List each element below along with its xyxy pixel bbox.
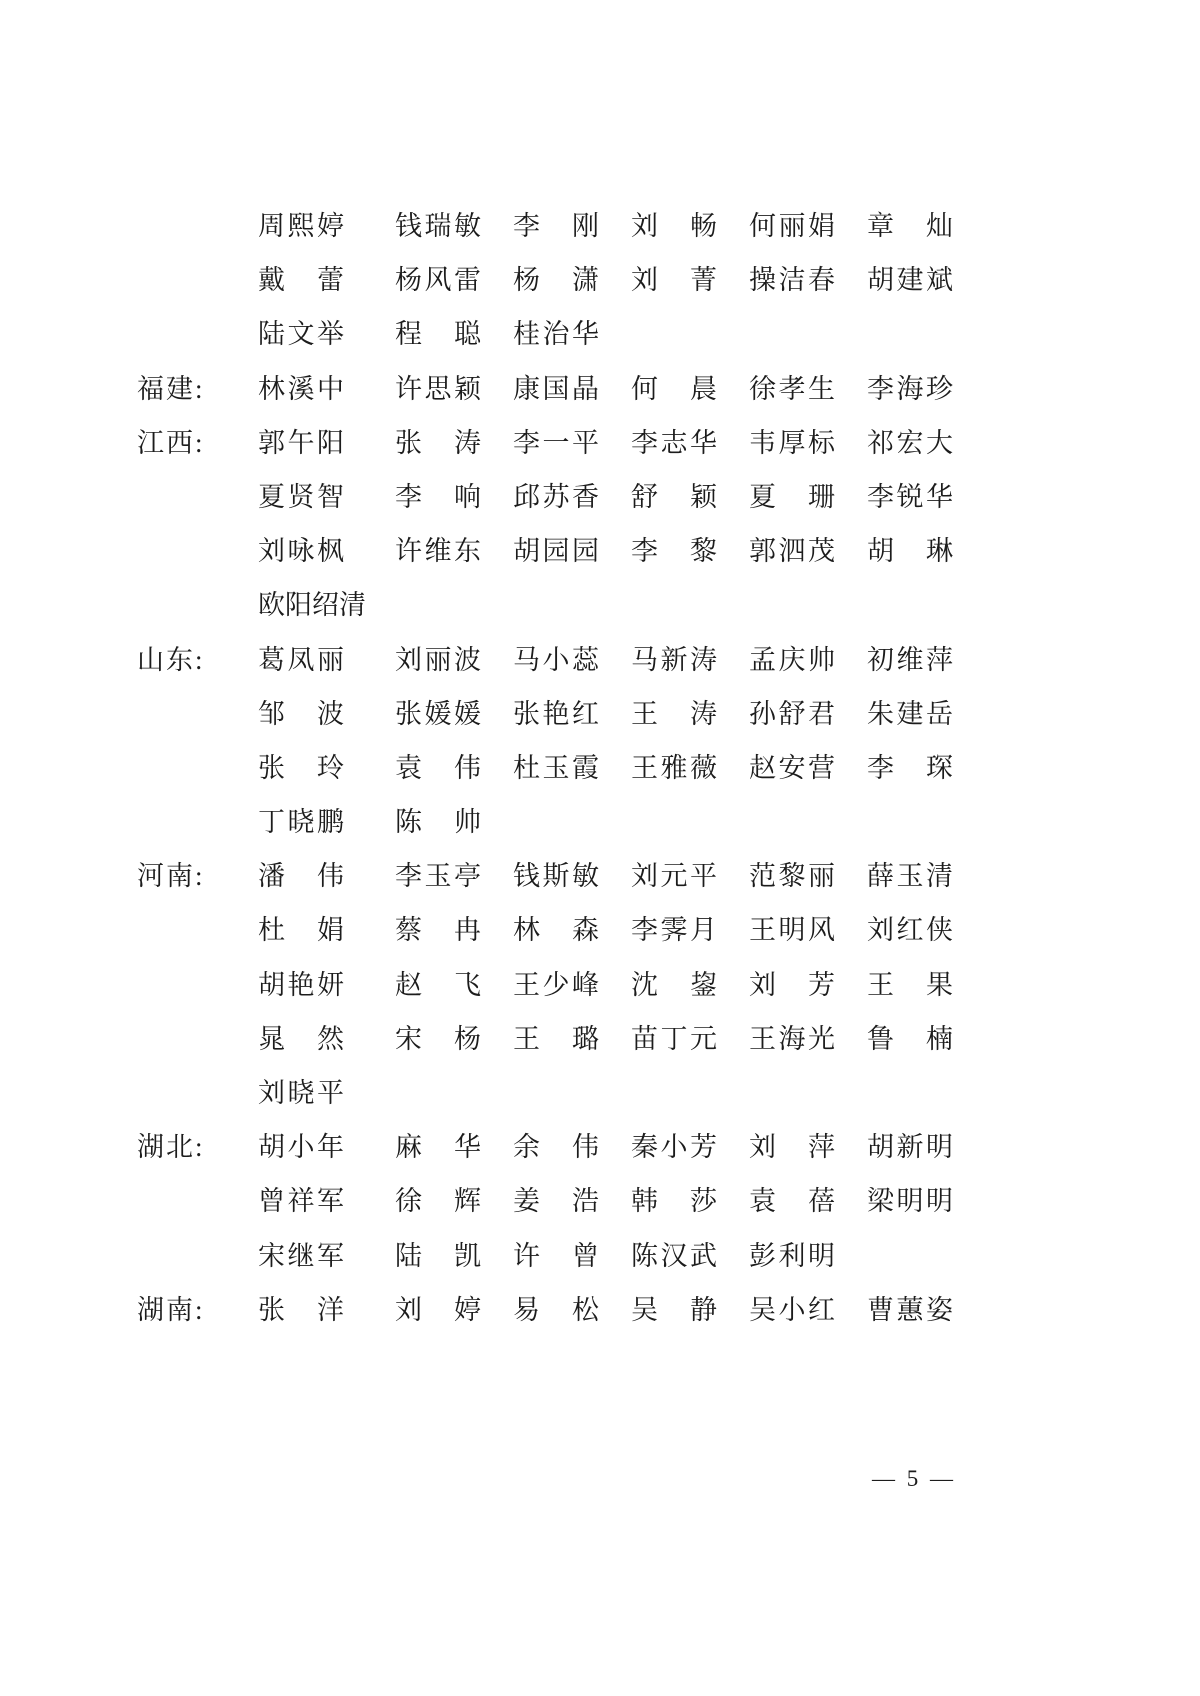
name-row [137,849,1137,903]
person-name: 李响 [395,481,481,512]
person-name: 朱建岳 [867,698,953,729]
person-name: 袁伟 [395,752,481,783]
name-list [137,199,1137,1337]
person-name: 苗丁元 [631,1023,717,1054]
province-label [137,199,258,253]
person-name: 王海光 [749,1023,835,1054]
province-label: 山东: [137,644,205,675]
person-name: 刘丽波 [395,644,481,675]
person-name: 张玲 [258,752,344,783]
person-name: 祁宏大 [867,427,953,458]
person-name: 何丽娟 [749,211,835,241]
province-label [137,1012,258,1066]
person-name: 赵飞 [395,969,481,1000]
person-name: 许思颖 [395,373,481,404]
person-name: 沈鋆 [631,969,717,1000]
person-name: 吴小红 [749,1294,835,1325]
person-name: 蔡冉 [395,915,481,946]
person-name: 杜玉霞 [513,752,599,783]
person-name: 吴静 [631,1294,717,1325]
person-name: 王雅薇 [631,752,717,783]
person-name: 赵安营 [749,752,835,783]
person-name: 周熙婷 [258,211,344,241]
person-name: 钱斯敏 [513,861,599,892]
person-name: 李琛 [867,752,953,783]
province-label [137,578,258,632]
person-name: 林溪中 [258,373,344,404]
name-row [137,253,1137,307]
page-footer [872,1466,956,1492]
page-number: — 5 — [872,1466,956,1491]
person-name: 梁明明 [867,1186,953,1217]
person-name: 李霁月 [631,915,717,946]
person-name: 操洁春 [749,265,835,296]
person-name: 王涛 [631,698,717,729]
person-name: 夏珊 [749,481,835,512]
person-name: 李锐华 [867,481,953,512]
province-label: 江西: [137,427,205,458]
person-name: 钱瑞敏 [395,211,481,241]
person-name: 麻华 [395,1132,481,1163]
person-name: 薛玉清 [867,861,953,892]
name-row [137,687,1137,741]
person-name: 邹波 [258,698,344,729]
person-name: 张洋 [258,1294,344,1325]
person-name: 潘伟 [258,861,344,892]
person-name: 刘菁 [631,265,717,296]
person-name: 刘婷 [395,1294,481,1325]
person-name: 曾祥军 [258,1186,344,1217]
person-name: 欧阳绍清 [258,590,366,621]
person-name: 章灿 [867,211,953,241]
person-name: 刘萍 [749,1132,835,1163]
person-name: 李海珍 [867,373,953,404]
person-name: 夏贤智 [258,481,344,512]
person-name: 陈汉武 [631,1240,717,1271]
province-label [137,795,258,849]
person-name: 宋继军 [258,1240,344,1271]
person-name: 刘晓平 [258,1078,344,1108]
person-name: 胡建斌 [867,265,953,296]
person-name: 刘咏枫 [258,536,344,567]
person-name: 王果 [867,969,953,1000]
province-label [137,687,258,741]
person-name: 林森 [513,915,599,946]
name-row [137,633,1137,687]
person-name: 张媛媛 [395,698,481,729]
province-label [137,958,258,1012]
person-name: 杨风雷 [395,265,481,296]
person-name: 王明风 [749,915,835,946]
name-row [137,362,1137,416]
person-name: 胡园园 [513,536,599,567]
person-name: 郭午阳 [258,427,344,458]
person-name: 曹蕙姿 [867,1294,953,1325]
person-name: 张艳红 [513,698,599,729]
name-row [137,741,1137,795]
person-name: 舒颖 [631,481,717,512]
person-name: 王少峰 [513,969,599,1000]
name-row [137,416,1137,470]
person-name: 宋杨 [395,1023,481,1054]
person-name: 刘芳 [749,969,835,1000]
name-row [137,1283,1137,1337]
province-label [137,741,258,795]
province-label [137,1229,258,1283]
person-name: 张涛 [395,427,481,458]
person-name: 鲁楠 [867,1023,953,1054]
person-name: 余伟 [513,1132,599,1163]
person-name: 邱苏香 [513,481,599,512]
person-name: 韦厚标 [749,427,835,458]
person-name: 陈帅 [395,807,481,838]
person-name: 胡小年 [258,1132,344,1163]
name-row [137,578,1137,632]
person-name: 李黎 [631,536,717,567]
person-name: 李一平 [513,427,599,458]
person-name: 许维东 [395,536,481,567]
person-name: 姜浩 [513,1186,599,1217]
person-name: 袁蓓 [749,1186,835,1217]
person-name: 李刚 [513,211,599,241]
name-row [137,958,1137,1012]
person-name: 许曾 [513,1240,599,1271]
person-name: 刘红侠 [867,915,953,946]
name-row [137,524,1137,578]
name-row [137,199,1137,253]
person-name: 初维萍 [867,644,953,675]
person-name: 郭泗茂 [749,536,835,567]
person-name: 孟庆帅 [749,644,835,675]
person-name: 胡琳 [867,536,953,567]
person-name: 何晨 [631,373,717,404]
province-label [137,1066,258,1120]
name-row [137,470,1137,524]
person-name: 康国晶 [513,373,599,404]
person-name: 丁晓鹏 [258,807,344,838]
person-name: 易松 [513,1294,599,1325]
person-name: 李志华 [631,427,717,458]
person-name: 刘畅 [631,211,717,241]
person-name: 葛凤丽 [258,644,344,675]
province-label [137,524,258,578]
person-name: 马小蕊 [513,644,599,675]
person-name: 杜娟 [258,915,344,946]
name-row [137,795,1137,849]
person-name: 徐孝生 [749,373,835,404]
name-row [137,1120,1137,1174]
person-name: 程聪 [395,319,481,350]
province-label [137,903,258,957]
province-label [137,253,258,307]
person-name: 桂治华 [513,319,599,350]
person-name: 马新涛 [631,644,717,675]
name-row [137,1012,1137,1066]
name-row [137,1066,1137,1120]
province-label [137,470,258,524]
name-row [137,307,1137,361]
person-name: 杨潇 [513,265,599,296]
person-name: 范黎丽 [749,861,835,892]
province-label: 湖北: [137,1132,205,1163]
person-name: 王璐 [513,1023,599,1054]
person-name: 晁然 [258,1023,344,1054]
province-label: 福建: [137,373,205,404]
person-name: 孙舒君 [749,698,835,729]
person-name: 韩莎 [631,1186,717,1217]
person-name: 戴蕾 [258,265,344,296]
province-label: 河南: [137,861,205,892]
person-name: 徐辉 [395,1186,481,1217]
person-name: 陆凯 [395,1240,481,1271]
person-name: 彭利明 [749,1240,835,1271]
person-name: 李玉亭 [395,861,481,892]
province-label: 湖南: [137,1294,205,1325]
name-row [137,1229,1137,1283]
province-label [137,307,258,361]
person-name: 秦小芳 [631,1132,717,1163]
name-row [137,1174,1137,1228]
person-name: 胡新明 [867,1132,953,1163]
person-name: 刘元平 [631,861,717,892]
province-label [137,1174,258,1228]
person-name: 陆文举 [258,319,344,350]
person-name: 胡艳妍 [258,969,344,1000]
name-row [137,903,1137,957]
